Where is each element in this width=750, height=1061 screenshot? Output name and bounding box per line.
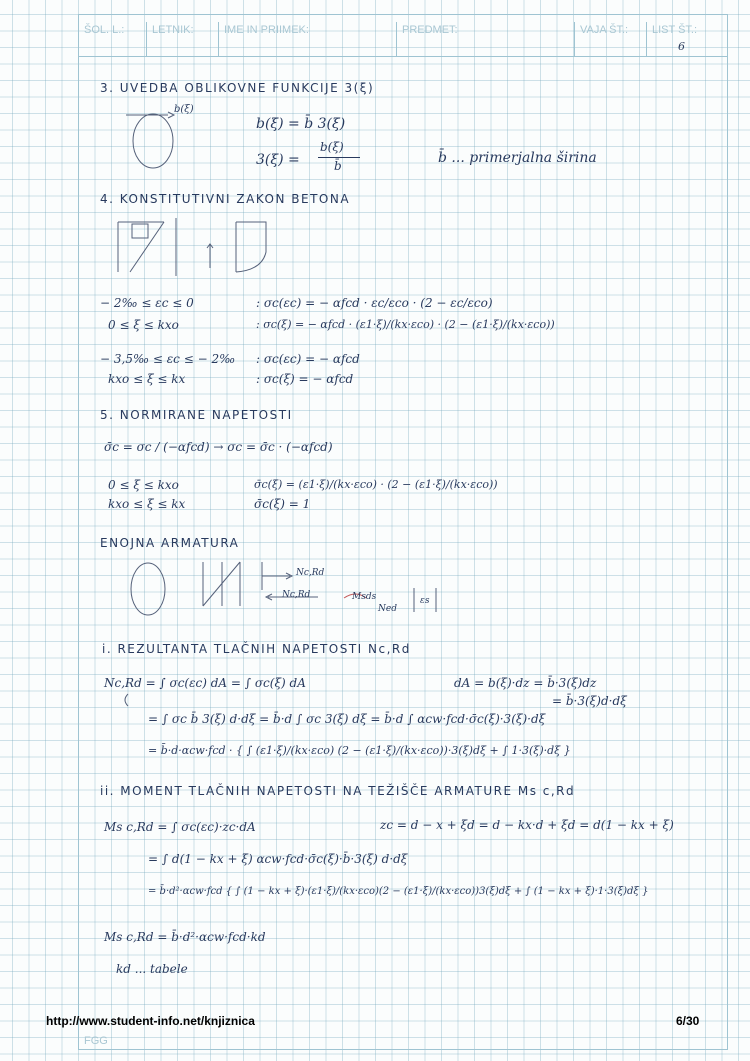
s6-label-ned: Ned (378, 604, 397, 614)
section-3-title: 3. UVEDBA OBLIKOVNE FUNKCIJE 3(ξ) (100, 81, 375, 95)
sii-line-5: kd ... tabele (116, 962, 188, 976)
si-line-1-right-2: = b̄·3(ξ)d·dξ (552, 694, 627, 708)
sii-line-3: = b̄·d²·αcw·fcd { ∫ (1 − kx + ξ)·(ε1·ξ)/(kx·εco)(2 − (ε1·ξ)/(kx·εco))3(ξ)dξ + ∫ (1 − kx + ξ)·1·3(ξ)dξ } (148, 886, 649, 897)
si-line-1-right: dA = b(ξ)·dz = b̄·3(ξ)dz (454, 676, 597, 690)
s4-line-2-range: 0 ≤ ξ ≤ kxo (108, 318, 179, 332)
s5-line-3-range: kxo ≤ ξ ≤ kx (108, 497, 186, 511)
sheet-number: 6 (678, 40, 685, 53)
si-line-2: = ∫ σc b̄ 3(ξ) d·dξ = b̄·d ∫ σc 3(ξ) dξ = b̄·d ∫ αcw·fcd·σ̄c(ξ)·3(ξ)·dξ (148, 712, 546, 726)
header-label-letnik: LETNIK: (152, 24, 194, 36)
si-line-1: Nc,Rd = ∫ σc(εc) dA = ∫ σc(ξ) dA (104, 676, 306, 690)
sii-line-1: Ms c,Rd = ∫ σc(εc)·zc·dA (104, 820, 256, 834)
sii-line-4: Ms c,Rd = b̄·d²·αcw·fcd·kd (104, 930, 266, 944)
s5-line-3-eq: σ̄c(ξ) = 1 (254, 497, 311, 511)
s4-line-1-eq: : σc(εc) = − αfcd · εc/εco · (2 − εc/εco) (256, 296, 493, 310)
s4-line-2-eq: : σc(ξ) = − αfcd · (ε1·ξ)/(kx·εco) · (2 − (ε1·ξ)/(kx·εco)) (256, 318, 555, 331)
s3-equation-2-num: b(ξ) (320, 140, 344, 154)
s3-note: b̄ ... primerjalna širina (438, 150, 597, 166)
s3-fraction-bar (318, 157, 360, 158)
header-label-predmet: PREDMET: (402, 24, 458, 36)
header-label-list: LIST ŠT.: (652, 24, 698, 36)
s4-line-3-eq: : σc(εc) = − αfcd (256, 352, 360, 366)
s4-line-4-eq: : σc(ξ) = − αfcd (256, 372, 354, 386)
page-counter: 6/30 (676, 1014, 700, 1028)
sii-line-1-right: zc = d − x + ξd = d − kx·d + ξd = d(1 − kx + ξ) (380, 818, 674, 832)
s5-line-2-range: 0 ≤ ξ ≤ kxo (108, 478, 179, 492)
sii-line-2: = ∫ d(1 − kx + ξ) αcw·fcd·σ̄c(ξ)·b̄·3(ξ) d·dξ (148, 852, 408, 866)
s6-label-msds: Msds (352, 592, 377, 602)
s5-line-2-eq: σ̄c(ξ) = (ε1·ξ)/(kx·εco) · (2 − (ε1·ξ)/(kx·εco)) (254, 478, 498, 491)
s3-equation-1: b(ξ) = b̄ 3(ξ) (256, 116, 346, 132)
section-6-title: ENOJNA ARMATURA (100, 536, 240, 550)
si-line-3: = b̄·d·αcw·fcd · { ∫ (ε1·ξ)/(kx·εco) (2 − (ε1·ξ)/(kx·εco))·3(ξ)dξ + ∫ 1·3(ξ)·dξ } (148, 744, 571, 757)
s3-equation-2-lhs: 3(ξ) = (256, 152, 300, 168)
cross-section-oval (133, 114, 173, 168)
s6-label-ncrd-bottom: Nc,Rd (282, 590, 311, 600)
s3-figure-label: b(ξ) (174, 104, 194, 115)
s4-line-4-range: kxo ≤ ξ ≤ kx (108, 372, 186, 386)
s4-line-1-range: − 2‰ ≤ εc ≤ 0 (100, 296, 194, 310)
s3-equation-2-den: b̄ (334, 159, 342, 173)
section-ii-title: ii. MOMENT TLAČNIH NAPETOSTI NA TEŽIŠČE ARMATURE Ms c,Rd (100, 784, 576, 798)
source-url[interactable]: http://www.student-info.net/knjiznica (46, 1014, 255, 1028)
header-label-vaja: VAJA ŠT.: (580, 24, 629, 36)
header-label-ime: IME IN PRIIMEK: (224, 24, 309, 36)
s6-label-ncrd-top: Nc,Rd (296, 568, 325, 578)
section-oval-2 (131, 563, 165, 615)
fgg-mark: FGG (84, 1035, 108, 1047)
section-5-title: 5. NORMIRANE NAPETOSTI (100, 408, 293, 422)
header-label-sol: ŠOL. L.: (84, 24, 125, 36)
s6-label-es: εs (420, 596, 430, 606)
section-4-title: 4. KONSTITUTIVNI ZAKON BETONA (100, 192, 351, 206)
s4-line-3-range: − 3,5‰ ≤ εc ≤ − 2‰ (100, 352, 236, 366)
s5-line-1: σ̄c = σc / (−αfcd) → σc = σ̄c · (−αfcd) (104, 440, 333, 454)
section-i-title: i. REZULTANTA TLAČNIH NAPETOSTI Nc,Rd (102, 642, 411, 656)
